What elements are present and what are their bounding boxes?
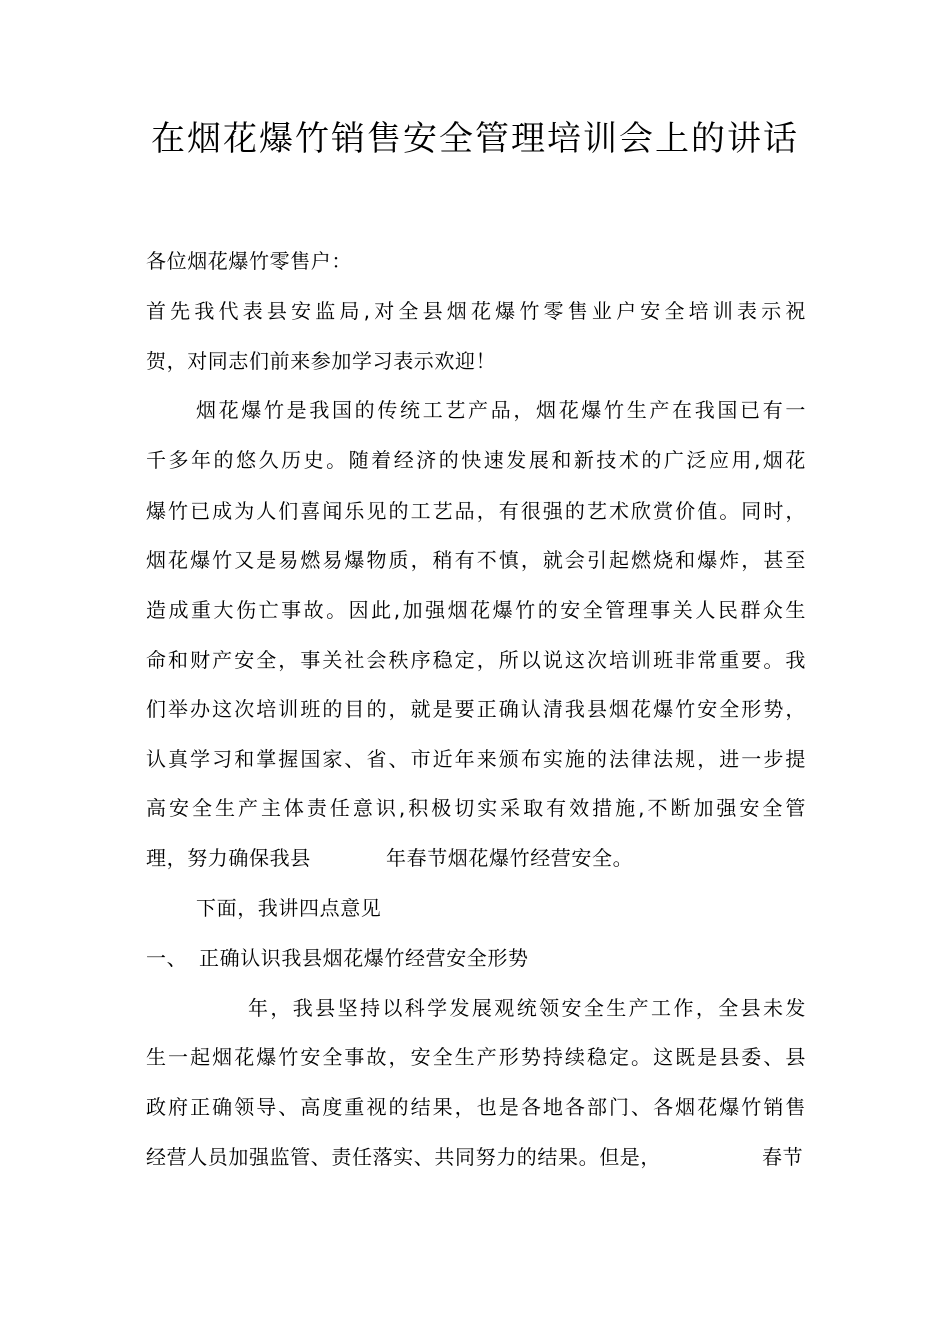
paragraph-line: 认真学习和掌握国家、省、市近年来颁布实施的法律法规，进一步提 xyxy=(146,747,806,771)
paragraph-line: 经营人员加强监管、责任落实、共同努力的结果。但是， xyxy=(146,1145,661,1169)
paragraph-line: 政府正确领导、高度重视的结果，也是各地各部门、各烟花爆竹销售 xyxy=(146,1095,806,1119)
paragraph-line: 高安全生产主体责任意识,积极切实采取有效措施,不断加强安全管 xyxy=(146,796,806,820)
paragraph-line: 千多年的悠久历史。随着经济的快速发展和新技术的广泛应用,烟花 xyxy=(146,448,806,472)
paragraph-line: 爆竹已成为人们喜闻乐见的工艺品，有很强的艺术欣赏价值。同时， xyxy=(146,499,806,523)
paragraph-line: 春节 xyxy=(762,1145,804,1169)
paragraph-line: 年，我县坚持以科学发展观统领安全生产工作，全县未发 xyxy=(248,996,806,1020)
section-heading: 正确认识我县烟花爆竹经营安全形势 xyxy=(199,946,529,970)
paragraph-line: 烟花爆竹又是易燃易爆物质，稍有不慎，就会引起燃烧和爆炸，甚至 xyxy=(146,548,806,572)
paragraph-line: 理，努力确保我县 xyxy=(146,846,311,870)
salutation: 各位烟花爆竹零售户： xyxy=(146,249,352,273)
paragraph-line: 下面，我讲四点意见 xyxy=(196,896,382,920)
paragraph-line: 生一起烟花爆竹安全事故，安全生产形势持续稳定。这既是县委、县 xyxy=(146,1045,806,1069)
section-number: 一、 xyxy=(146,946,188,970)
paragraph-line: 年春节烟花爆竹经营安全。 xyxy=(386,846,634,870)
paragraph-line: 贺，对同志们前来参加学习表示欢迎！ xyxy=(146,349,497,373)
document-title: 在烟花爆竹销售安全管理培训会上的讲话 xyxy=(151,119,799,159)
paragraph-line: 们举办这次培训班的目的，就是要正确认清我县烟花爆竹安全形势， xyxy=(146,697,806,721)
paragraph-line: 首先我代表县安监局,对全县烟花爆竹零售业户安全培训表示祝 xyxy=(146,299,806,323)
paragraph-line: 造成重大伤亡事故。因此,加强烟花爆竹的安全管理事关人民群众生 xyxy=(146,598,806,622)
paragraph-line: 命和财产安全，事关社会秩序稳定，所以说这次培训班非常重要。我 xyxy=(146,648,806,672)
paragraph-line: 烟花爆竹是我国的传统工艺产品，烟花爆竹生产在我国已有一 xyxy=(196,398,806,422)
